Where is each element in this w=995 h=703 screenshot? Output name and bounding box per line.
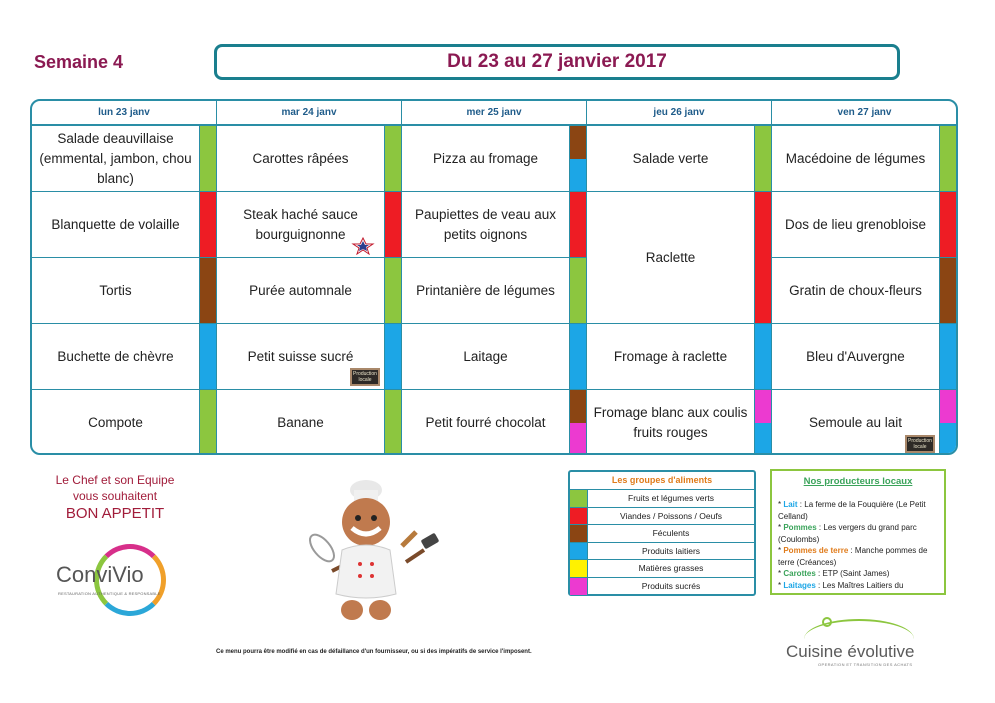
menu-item-label: Raclette: [645, 249, 696, 265]
menu-item-label: Salade deauvillaise (emmental, jambon, chou blanc): [39, 130, 192, 186]
cuisine-evolutive-logo: [782, 615, 932, 675]
food-group-band: [755, 324, 772, 390]
food-group-swatch: [385, 390, 401, 455]
food-group-band: [570, 324, 587, 390]
food-group-swatch: [385, 258, 401, 323]
convivio-name: ConviVio: [56, 562, 144, 587]
menu-item-label: Semoule au lait: [808, 415, 903, 430]
menu-item-label: Carottes râpées: [252, 150, 349, 166]
day-header: lun 23 janv: [32, 101, 217, 126]
legend-row: [570, 490, 754, 508]
day-header: ven 27 janv: [772, 101, 957, 126]
menu-item-label: Printanière de légumes: [416, 282, 555, 298]
food-group-band: [570, 126, 587, 192]
food-group-band: [940, 258, 957, 324]
food-group-swatch: [385, 126, 401, 191]
menu-item-label: Steak haché sauce bourguignonne: [243, 206, 358, 242]
producer-name: : Manche pommes de terre (Créances): [778, 546, 928, 567]
food-group-swatch: [570, 258, 586, 323]
menu-item: [32, 126, 200, 192]
producer-name: : ETP (Saint James): [815, 569, 890, 578]
local-producers: [770, 469, 946, 595]
menu-item: [772, 258, 940, 324]
food-group-band: [385, 390, 402, 455]
legend-swatch: [570, 490, 588, 507]
legend-label: Féculents: [652, 528, 690, 538]
menu-grid: [32, 101, 957, 455]
menu-item: [32, 258, 200, 324]
food-group-band: [200, 390, 217, 455]
food-group-swatch: [570, 192, 586, 257]
food-group-band: [385, 126, 402, 192]
food-group-band: [200, 324, 217, 390]
week-label: Semaine 4: [34, 52, 124, 72]
menu-item-label: Gratin de choux-fleurs: [789, 282, 922, 298]
menu-item: [402, 258, 570, 324]
convivio-logo: [50, 540, 180, 620]
menu-table: [30, 99, 958, 455]
chef-message-line3: BON APPETIT: [65, 505, 165, 522]
producers-list: [772, 487, 944, 591]
producer-entry: [778, 568, 940, 580]
menu-item: [587, 192, 755, 324]
menu-item: [217, 126, 385, 192]
food-group-band: [200, 126, 217, 192]
legend-swatch: [570, 525, 588, 542]
food-group-swatch: [570, 159, 586, 192]
legend-label: Matières grasses: [638, 563, 704, 573]
legend-swatch: [570, 543, 588, 560]
menu-item-label: Macédoine de légumes: [785, 150, 926, 166]
menu-item-label: Compote: [88, 415, 143, 430]
menu-item-label: Tortis: [99, 282, 132, 298]
legend-swatch: [570, 560, 588, 577]
food-group-swatch: [940, 192, 957, 257]
menu-item-label: Fromage à raclette: [613, 348, 728, 364]
menu-item-label: Bleu d'Auvergne: [806, 348, 905, 364]
food-group-band: [385, 258, 402, 324]
food-group-swatch: [755, 126, 771, 191]
local-production-badge: Production locale: [350, 368, 380, 386]
menu-item: [587, 324, 755, 390]
convivio-tagline: RESTAURATION AUTHENTIQUE & RESPONSABLE: [58, 591, 161, 596]
producer-product: Lait: [783, 500, 798, 509]
food-group-swatch: [940, 126, 957, 191]
menu-item-label: Laitage: [463, 348, 508, 364]
food-group-swatch: [755, 192, 771, 323]
food-group-swatch: [570, 324, 586, 389]
chef-message: [40, 472, 190, 524]
date-range: Du 23 au 27 janvier 2017: [447, 51, 667, 72]
food-group-swatch: [385, 192, 401, 257]
legend-swatch: [570, 508, 588, 525]
cuisine-tagline: OPERATION ET TRANSITION DES ACHATS: [818, 662, 913, 667]
bullet-icon: *: [778, 569, 784, 578]
food-group-band: [200, 192, 217, 258]
food-groups-legend: [568, 470, 756, 596]
producer-product: Pommes de terre: [783, 546, 849, 555]
producer-entry: [778, 499, 940, 522]
food-group-swatch: [570, 423, 586, 455]
legend-label: Produits sucrés: [641, 580, 701, 591]
food-group-band: [200, 258, 217, 324]
menu-item-label: Banane: [277, 415, 324, 430]
food-group-swatch: [755, 324, 771, 389]
food-group-band: [940, 192, 957, 258]
chef-message-line2: vous souhaitent: [72, 489, 158, 503]
legend-title: Les groupes d'aliments: [570, 472, 754, 490]
food-group-swatch: [755, 390, 771, 423]
producer-entry: [778, 580, 940, 592]
cuisine-name: Cuisine évolutive: [786, 642, 915, 661]
menu-item: [402, 192, 570, 258]
day-header: mer 25 janv: [402, 101, 587, 126]
menu-item: [217, 324, 385, 390]
menu-item-label: Salade verte: [632, 150, 709, 166]
producer-name: : Les Maîtres Laitiers du: [815, 580, 904, 590]
food-group-swatch: [570, 390, 586, 423]
menu-item: [32, 192, 200, 258]
menu-item-label: Petit fourré chocolat: [425, 415, 546, 430]
menu-item: [587, 126, 755, 192]
menu-item-label: Blanquette de volaille: [51, 216, 180, 232]
menu-item: [402, 126, 570, 192]
legend-row: [570, 578, 754, 596]
food-group-band: [385, 324, 402, 390]
menu-item: [217, 390, 385, 455]
food-group-band: [570, 192, 587, 258]
menu-item: [32, 390, 200, 455]
food-group-band: [755, 192, 772, 324]
cuisine-dot-icon: [822, 617, 832, 627]
food-group-swatch: [755, 423, 771, 455]
producer-name: : Les vergers du grand parc (Coulombs): [778, 523, 917, 544]
legend-row: [570, 525, 754, 543]
legend-label: Fruits et légumes verts: [628, 493, 714, 503]
food-group-swatch: [200, 258, 216, 323]
legend-row: [570, 543, 754, 561]
menu-item: [772, 192, 940, 258]
food-group-swatch: [940, 423, 957, 455]
menu-item: [217, 192, 385, 258]
chef-message-line1: Le Chef et son Equipe: [55, 473, 175, 487]
producer-entry: [778, 545, 940, 568]
producer-product: Pommes: [783, 523, 817, 532]
legend-row: [570, 560, 754, 578]
food-group-swatch: [570, 126, 586, 159]
food-group-swatch: [200, 324, 216, 389]
food-group-band: [940, 390, 957, 455]
bullet-icon: *: [778, 523, 784, 532]
menu-item-label: Petit suisse sucré: [247, 348, 354, 364]
label-rouge-icon: [350, 237, 376, 255]
bullet-icon: *: [778, 546, 784, 555]
menu-item: [402, 324, 570, 390]
producer-product: Laitages: [783, 580, 816, 590]
food-group-band: [940, 324, 957, 390]
legend-label: Viandes / Poissons / Oeufs: [620, 510, 722, 521]
local-production-badge: Production locale: [905, 435, 935, 453]
producer-entry: [778, 522, 940, 545]
menu-item-label: Buchette de chèvre: [57, 348, 174, 364]
food-group-swatch: [940, 324, 957, 389]
food-group-band: [755, 390, 772, 455]
menu-item: [402, 390, 570, 455]
legend-label: Produits laitiers: [641, 545, 701, 556]
food-group-swatch: [940, 390, 957, 423]
legend-swatch: [570, 578, 588, 596]
food-group-swatch: [200, 192, 216, 257]
food-group-swatch: [940, 258, 957, 323]
menu-item: [587, 390, 755, 455]
producer-product: Carottes: [783, 569, 816, 578]
menu-item-label: Paupiettes de veau aux petits oignons: [414, 206, 557, 242]
chef-mascot-icon: [298, 476, 458, 626]
producer-name: : La ferme de la Fouquière (Le Petit Celland): [778, 500, 926, 521]
menu-item: [772, 126, 940, 192]
day-header: jeu 26 janv: [587, 101, 772, 126]
food-group-band: [385, 192, 402, 258]
date-range-box: [214, 44, 900, 80]
menu-item: [772, 324, 940, 390]
footnote: Ce menu pourra être modifié en cas de défaillance d'un fournisseur, ou si des impératifs de service l'imposent.: [216, 649, 532, 655]
menu-item-label: Pizza au fromage: [432, 150, 539, 166]
menu-item: [217, 258, 385, 324]
food-group-band: [570, 258, 587, 324]
menu-item: [772, 390, 940, 455]
menu-item-label: Fromage blanc aux coulis fruits rouges: [593, 405, 748, 440]
legend-row: [570, 508, 754, 526]
bullet-icon: *: [778, 500, 784, 509]
food-group-band: [570, 390, 587, 455]
food-group-band: [940, 126, 957, 192]
food-group-swatch: [200, 390, 216, 455]
food-group-swatch: [385, 324, 401, 389]
menu-item-label: Purée automnale: [249, 282, 352, 298]
food-group-band: [755, 126, 772, 192]
menu-item: [32, 324, 200, 390]
day-header: mar 24 janv: [217, 101, 402, 126]
food-group-swatch: [200, 126, 216, 191]
bullet-icon: *: [778, 580, 784, 590]
menu-item-label: Dos de lieu grenobloise: [784, 216, 927, 232]
producers-title: Nos producteurs locaux: [803, 476, 913, 487]
